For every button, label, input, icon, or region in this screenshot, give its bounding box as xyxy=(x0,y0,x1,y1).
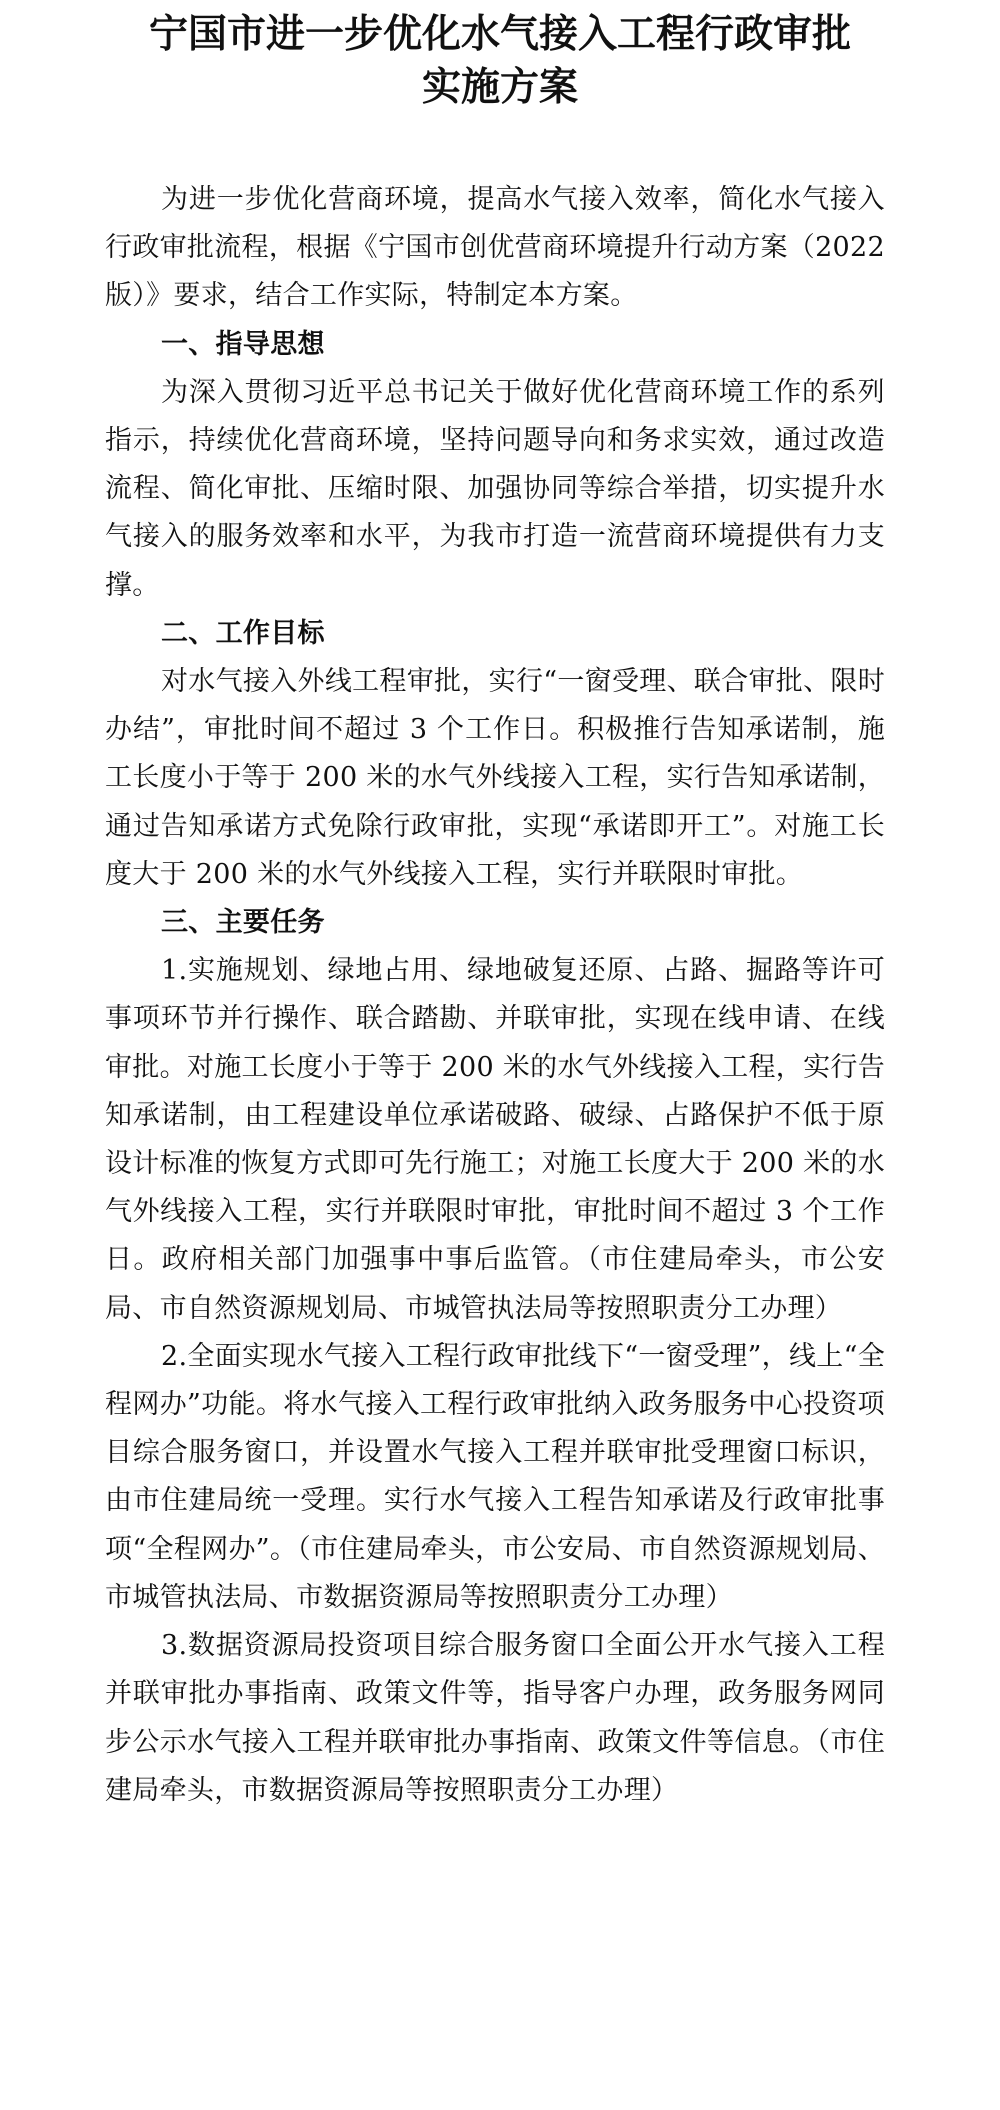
guiding-ideology-paragraph: 为深入贯彻习近平总书记关于做好优化营商环境工作的系列指示，持续优化营商环境，坚持问题导向和务求实效，通过改造流程、简化审批、压缩时限、加强协同等综合举措，切实提升水气接入的服务效率和水平，为我市打造一流营商环境提供有力支撑。 xyxy=(105,376,885,601)
section-heading-work-goals: 二、工作目标 xyxy=(161,617,325,649)
document-title xyxy=(0,8,1000,114)
task-item-3: 3.数据资源局投资项目综合服务窗口全面公开水气接入工程并联审批办事指南、政策文件等，指导客户办理，政务服务网同步公示水气接入工程并联审批办事指南、政策文件等信息。（市住建局牵头，市数据资源局等按照职责分工办理） xyxy=(105,1630,885,1806)
intro-paragraph: 为进一步优化营商环境，提高水气接入效率，简化水气接入行政审批流程，根据《宁国市创优营商环境提升行动方案（2022版）》要求，结合工作实际，特制定本方案。 xyxy=(105,184,885,312)
document-body xyxy=(105,176,885,1815)
section-heading-guiding-ideology: 一、指导思想 xyxy=(161,328,325,360)
section-heading-main-tasks: 三、主要任务 xyxy=(161,907,325,939)
task-item-2: 2.全面实现水气接入工程行政审批线下“一窗受理”，线上“全程网办”功能。将水气接入工程行政审批纳入政务服务中心投资项目综合服务窗口，并设置水气接入工程并联审批受理窗口标识，由市住建局统一受理。实行水气接入工程告知承诺及行政审批事项“全程网办”。（市住建局牵头，市公安局、市自然资源规划局、市城管执法局、市数据资源局等按照职责分工办理） xyxy=(105,1340,885,1613)
task-item-1: 1.实施规划、绿地占用、绿地破复还原、占路、掘路等许可事项环节并行操作、联合踏勘、并联审批，实现在线申请、在线审批。对施工长度小于等于 200 米的水气外线接入工程，实行告知承诺制，由工程建设单位承诺破路、破绿、占路保护不低于原设计标准的恢复方式即可先行施工；对施工长度大于 200 米的水气外线接入工程，实行并联限时审批，审批时间不超过 3 个工作日。政府相关部门加强事中事后监管。（市住建局牵头，市公安局、市自然资源规划局、市城管执法局等按照职责分工办理） xyxy=(105,955,885,1324)
title-line-2: 实施方案 xyxy=(421,64,578,110)
work-goals-paragraph: 对水气接入外线工程审批，实行“一窗受理、联合审批、限时办结”，审批时间不超过 3 个工作日。积极推行告知承诺制，施工长度小于等于 200 米的水气外线接入工程，实行告知承诺制，通过告知承诺方式免除行政审批，实现“承诺即开工”。对施工长度大于 200 米的水气外线接入工程，实行并联限时审批。 xyxy=(105,666,885,890)
title-line-1: 宁国市进一步优化水气接入工程行政审批 xyxy=(148,11,851,57)
